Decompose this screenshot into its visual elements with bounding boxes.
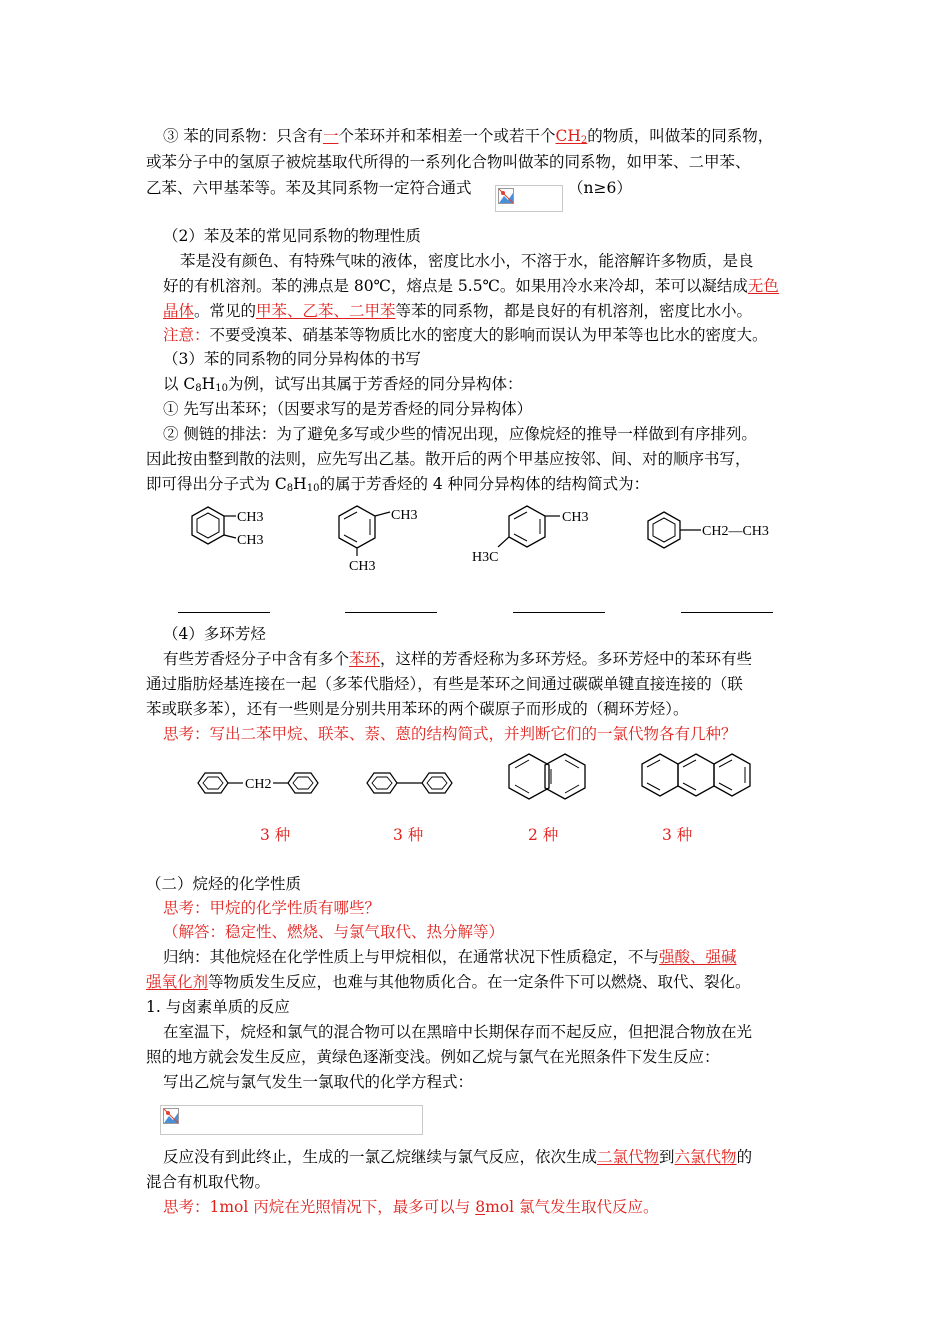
answer-colorless: 无色: [747, 277, 779, 295]
answer-blank-4: [681, 612, 773, 613]
isomers-line4: 因此按由整到散的法则，应先写出乙基。散开后的两个甲基应按邻、间、对的顺序书写，: [146, 450, 751, 468]
isomers-step2: ② 侧链的排法：为了避免多写或少些的情况出现，应像烷烃的推导一样做到有序排列。: [163, 425, 757, 443]
think-propane: 思考：1mol 丙烷在光照情况下，最多可以与 8mol 氯气发生取代反应。: [163, 1198, 659, 1216]
halogen-line3: 写出乙烷与氯气发生一氯取代的化学方程式：: [163, 1073, 474, 1091]
formula-image-placeholder: [495, 185, 563, 212]
meta-xylene-structure: [335, 498, 435, 582]
continue-line1: 反应没有到此终止，生成的一氯乙烷继续与氯气反应，依次生成二氯代物到六氯代物的: [163, 1148, 753, 1166]
methyl-label: CH3: [562, 510, 589, 525]
para-benzene-homologs-line1: [163, 125, 773, 147]
note-line: 注意：不要受溴苯、硝基苯等物质比水的密度大的影响而误认为甲苯等也比水的密度大。: [163, 326, 768, 344]
section-heading-alkane-chem: （二）烷烃的化学性质: [146, 875, 302, 893]
methyl-label: H3C: [472, 550, 499, 565]
chloro-count-anthracene: 3 种: [662, 826, 693, 844]
ethylbenzene-structure: [645, 510, 785, 559]
chloro-count-diphenylmethane: 3 种: [260, 826, 291, 844]
continue-line2: 混合有机取代物。: [146, 1173, 271, 1191]
para-benzene-homologs-line3: [146, 177, 472, 199]
para-xylene-structure: [472, 502, 602, 576]
ch2-label: CH2: [245, 777, 272, 792]
biphenyl-structure: [365, 766, 465, 810]
answer-blank-3: [513, 612, 605, 613]
answer-one: 一: [322, 127, 339, 145]
isomers-step1: ① 先写出苯环；（因要求写的是芳香烃的同分异构体）: [163, 400, 533, 418]
polycyclic-line2: 通过脂肪烃基连接在一起（多苯代脂烃），有些是苯环之间通过碳碳单键直接连接的（联: [146, 675, 743, 693]
halogen-line2: 照的地方就会发生反应，黄绿色逐渐变浅。例如乙烷与氯气在光照条件下发生反应：: [146, 1048, 720, 1066]
text: 个苯环并和苯相差一个或若干个: [338, 127, 556, 145]
physical-line1: 苯是没有颜色、有特殊气味的液体，密度比水小，不溶于水，能溶解许多物质，是良: [180, 252, 754, 270]
methyl-label: CH3: [391, 508, 418, 523]
chloro-count-naphthalene: 2 种: [528, 826, 559, 844]
methyl-label: CH3: [349, 559, 376, 574]
methyl-label: CH3: [237, 510, 264, 525]
text: 乙苯、六甲基苯等。苯及其同系物一定符合通式: [146, 179, 472, 197]
answer-dichloro: 二氯代物: [597, 1148, 660, 1166]
para-benzene-homologs-line2: 或苯分子中的氢原子被烷基取代所得的一系列化合物叫做苯的同系物，如甲苯、二甲苯、: [146, 153, 751, 171]
answer-blank-1: [178, 612, 270, 613]
physical-line2: 好的有机溶剂。苯的沸点是 80℃，熔点是 5.5℃。如果用冷水来冷却，苯可以凝结成无色: [163, 277, 779, 295]
polycyclic-line1: 有些芳香烃分子中含有多个苯环，这样的芳香烃称为多环芳烃。多环芳烃中的苯环有些: [163, 650, 753, 668]
physical-line3: 晶体。常见的甲苯、乙苯、二甲苯等苯的同系物，都是良好的有机溶剂，密度比水小。: [163, 302, 753, 320]
answer-eight: 8: [475, 1198, 486, 1216]
text: 的物质，叫做苯的同系物，: [587, 127, 774, 145]
polycyclic-line3: 苯或联多苯），还有一些则是分别共用苯环的两个碳原子而形成的（稠环芳烃）。: [146, 700, 689, 718]
chloro-count-biphenyl: 3 种: [393, 826, 424, 844]
ortho-xylene-structure: [186, 505, 286, 559]
summary-line2: 强氧化剂等物质发生反应，也难与其他物质化合。在一定条件下可以燃烧、取代、裂化。: [146, 973, 751, 991]
answer-blank-2: [345, 612, 437, 613]
section-heading-physical: （2）苯及苯的常见同系物的物理性质: [163, 227, 421, 245]
equation-image-placeholder: [160, 1105, 423, 1135]
anthracene-structure: [640, 750, 760, 824]
answer-crystal: 晶体: [163, 302, 195, 320]
answer-strong-oxidant: 强氧化剂: [146, 973, 209, 991]
answer-benzene-ring: 苯环: [349, 650, 381, 668]
note-label: 注意：: [163, 326, 210, 344]
methyl-label: CH3: [237, 533, 264, 548]
halogen-line1: 在室温下，烷烃和氯气的混合物可以在黑暗中长期保存而不起反应，但把混合物放在光: [163, 1023, 753, 1041]
think-methane: 思考：甲烷的化学性质有哪些？: [163, 899, 381, 917]
text: ③ 苯的同系物：只含有: [163, 127, 323, 145]
ethyl-label: CH2—CH3: [702, 524, 769, 539]
answer-methane: （解答：稳定性、燃烧、与氯气取代、热分解等）: [163, 923, 505, 941]
answer-strong-acid-base: 强酸、强碱: [659, 948, 737, 966]
broken-image-icon: [498, 188, 514, 204]
answer-hexachloro: 六氯代物: [674, 1148, 737, 1166]
summary-line1: 归纳：其他烷烃在化学性质上与甲烷相似，在通常状况下性质稳定，不与强酸、强碱: [163, 948, 737, 966]
naphthalene-structure: [505, 750, 585, 824]
isomers-line5: 即可得出分子式为 $C_8H_{10}$的属于芳香烃的 4 种同分异构体的结构简式为：: [146, 475, 650, 494]
answer-ch2: $CH_2$: [555, 127, 588, 146]
n-condition: （n≥6）: [568, 179, 632, 197]
broken-image-icon: [163, 1108, 179, 1124]
diphenylmethane-structure: [196, 766, 326, 810]
isomers-line1: 以 $C_8H_{10}$为例，试写出其属于芳香烃的同分异构体：: [163, 375, 523, 394]
sub-heading-halogen: 1. 与卤素单质的反应: [146, 998, 290, 1016]
section-heading-polycyclic: （4）多环芳烃: [163, 625, 266, 643]
section-heading-isomers: （3）苯的同系物的同分异构体的书写: [163, 350, 421, 368]
answer-homologs: 甲苯、乙苯、二甲苯: [256, 302, 396, 320]
think-polycyclic: 思考：写出二苯甲烷、联苯、萘、蒽的结构简式，并判断它们的一氯代物各有几种？: [163, 725, 737, 743]
